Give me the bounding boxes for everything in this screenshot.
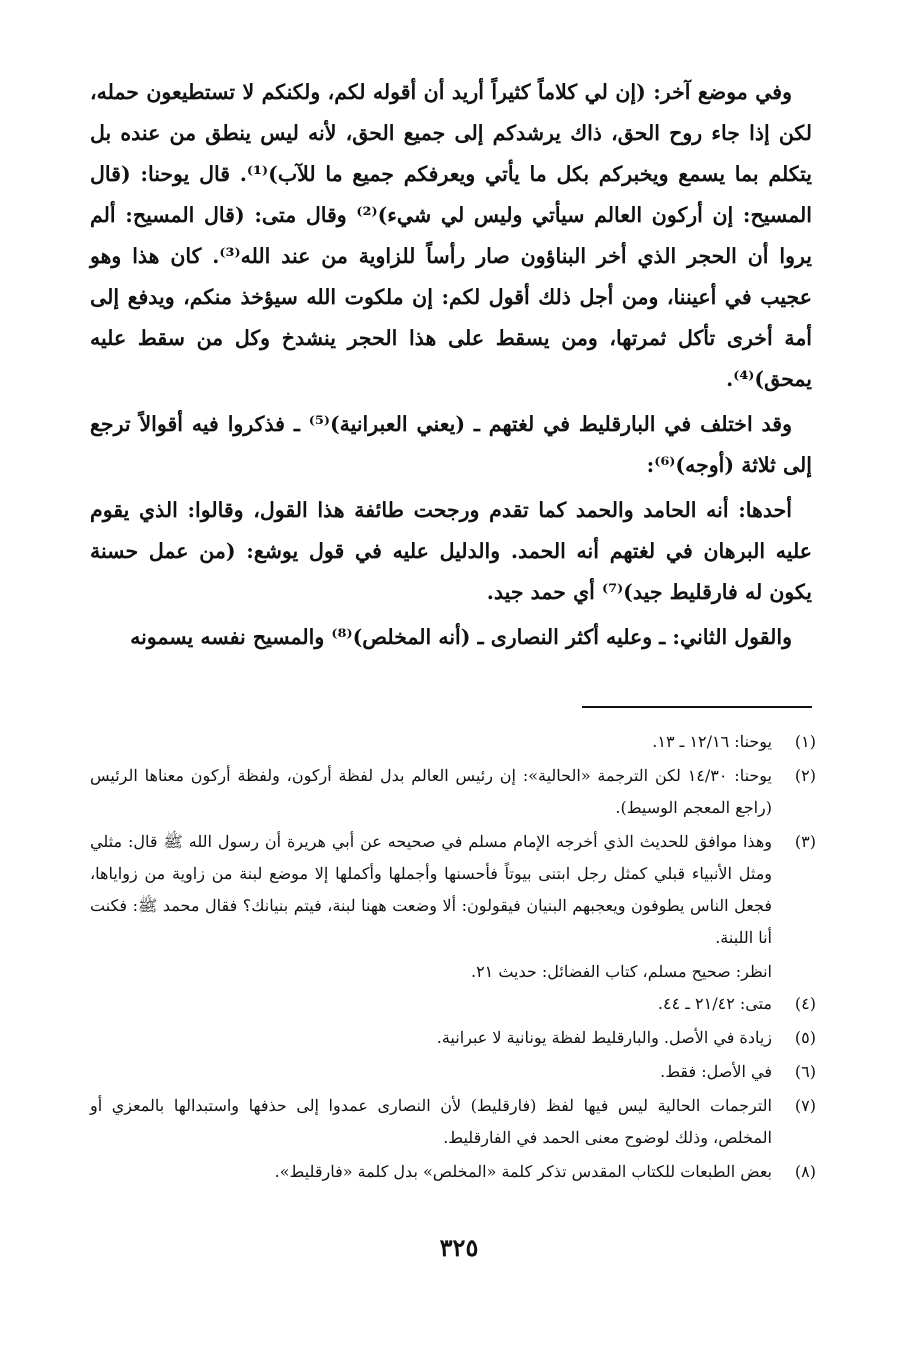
footnote-text: وهذا موافق للحديث الذي أخرجه الإمام مسلم في صحيحه عن أبي هريرة أن رسول الله ﷺ قال: مثلي ومثل الأنبياء قبلي كمثل رجل ابتنى بيوتاً فأحسنها وأجملها وأكملها إلا موضع لبنة من زاوية من زواياها، فجعل الناس يطوفون ويعجبهم البنيان فيقولون: ألا وضعت ههنا لبنة، فيتم بنيانك؟ فقال محمد ﷺ: فكنت أنا اللبنة. [90, 832, 772, 947]
main-text [90, 72, 812, 662]
footnote-4 [90, 988, 816, 1020]
footnote-1 [90, 726, 816, 758]
footnotes [90, 726, 816, 1190]
footnote-7 [90, 1090, 816, 1154]
footnote-divider [582, 706, 812, 708]
footnote-6 [90, 1056, 816, 1088]
footnote-number: (٥) [794, 1028, 816, 1047]
footnote-3 [90, 826, 816, 954]
footnote-text: الترجمات الحالية ليس فيها لفظ (فارقليط) لأن النصارى عمدوا إلى حذفها واستبدالها بالمعزي أو المخلص، وذلك لوضوح معنى الحمد في الفارقليط. [90, 1096, 772, 1147]
footnote-number: (٧) [794, 1096, 816, 1115]
footnote-5 [90, 1022, 816, 1054]
page-number: ٣٢٥ [439, 1233, 479, 1262]
footnote-2 [90, 760, 816, 824]
footnote-8 [90, 1156, 816, 1188]
footnote-3-source: انظر: صحيح مسلم، كتاب الفضائل: حديث ٢١. [470, 962, 772, 981]
footnote-number: (٦) [794, 1062, 816, 1081]
footnote-text: بعض الطبعات للكتاب المقدس تذكر كلمة «المخلص» بدل كلمة «فارقليط». [274, 1162, 772, 1181]
footnote-number: (١) [794, 732, 816, 751]
footnote-text: يوحنا: ١٢/١٦ ـ ١٣. [652, 732, 772, 751]
footnote-text: يوحنا: ١٤/٣٠ لكن الترجمة «الحالية»: إن رئيس العالم بدل لفظة أركون، ولفظة أركون معناها الرئيس (راجع المعجم الوسيط). [90, 766, 773, 817]
paragraph-2: وقد اختلف في البارقليط في لغتهم ـ (يعني العبرانية)⁽⁵⁾ ـ فذكروا فيه أقوالاً ترجع إلى ثلاثة (أوجه)⁽⁶⁾: [90, 412, 812, 477]
footnote-number: (٣) [794, 832, 816, 851]
paragraph-3: أحدها: أنه الحامد والحمد كما تقدم ورجحت طائفة هذا القول، وقالوا: الذي يقوم عليه البرهان في لغتهم أنه الحمد. والدليل عليه في قول يوشع: (من عمل حسنة يكون له فارقليط جيد)⁽⁷⁾ أي حمد جيد. [90, 498, 812, 604]
footnote-number: (٨) [794, 1162, 816, 1181]
footnote-number: (٢) [794, 766, 816, 785]
footnote-text: في الأصل: فقط. [660, 1062, 772, 1081]
paragraph-4: والقول الثاني: ـ وعليه أكثر النصارى ـ (أنه المخلص)⁽⁸⁾ والمسيح نفسه يسمونه [130, 625, 792, 649]
footnote-text: زيادة في الأصل. والبارقليط لفظة يونانية لا عبرانية. [436, 1028, 772, 1047]
footnote-text: متى: ٢١/٤٢ ـ ٤٤. [657, 994, 772, 1013]
paragraph-1: وفي موضع آخر: (إن لي كلاماً كثيراً أريد أن أقوله لكم، ولكنكم لا تستطيعون حمله، لكن إذا جاء روح الحق، ذاك يرشدكم إلى جميع الحق، لأنه ليس ينطق من عنده بل يتكلم بما يسمع ويخبركم بكل ما يأتي ويعرفكم جميع ما للآب)⁽¹⁾. قال يوحنا: (قال المسيح: إن أركون العالم سيأتي وليس لي شيء)⁽²⁾ وقال متى: (قال المسيح: ألم يروا أن الحجر الذي أخر البناؤون صار رأساً للزاوية من عند الله⁽³⁾. كان هذا وهو عجيب في أعيننا، ومن أجل ذلك أقول لكم: إن ملكوت الله سيؤخذ منكم، ويدفع إلى أمة أخرى تأكل ثمرتها، ومن يسقط على هذا الحجر ينشدخ وكل من سقط عليه يمحق)⁽⁴⁾. [90, 80, 812, 391]
footnote-number: (٤) [794, 994, 816, 1013]
